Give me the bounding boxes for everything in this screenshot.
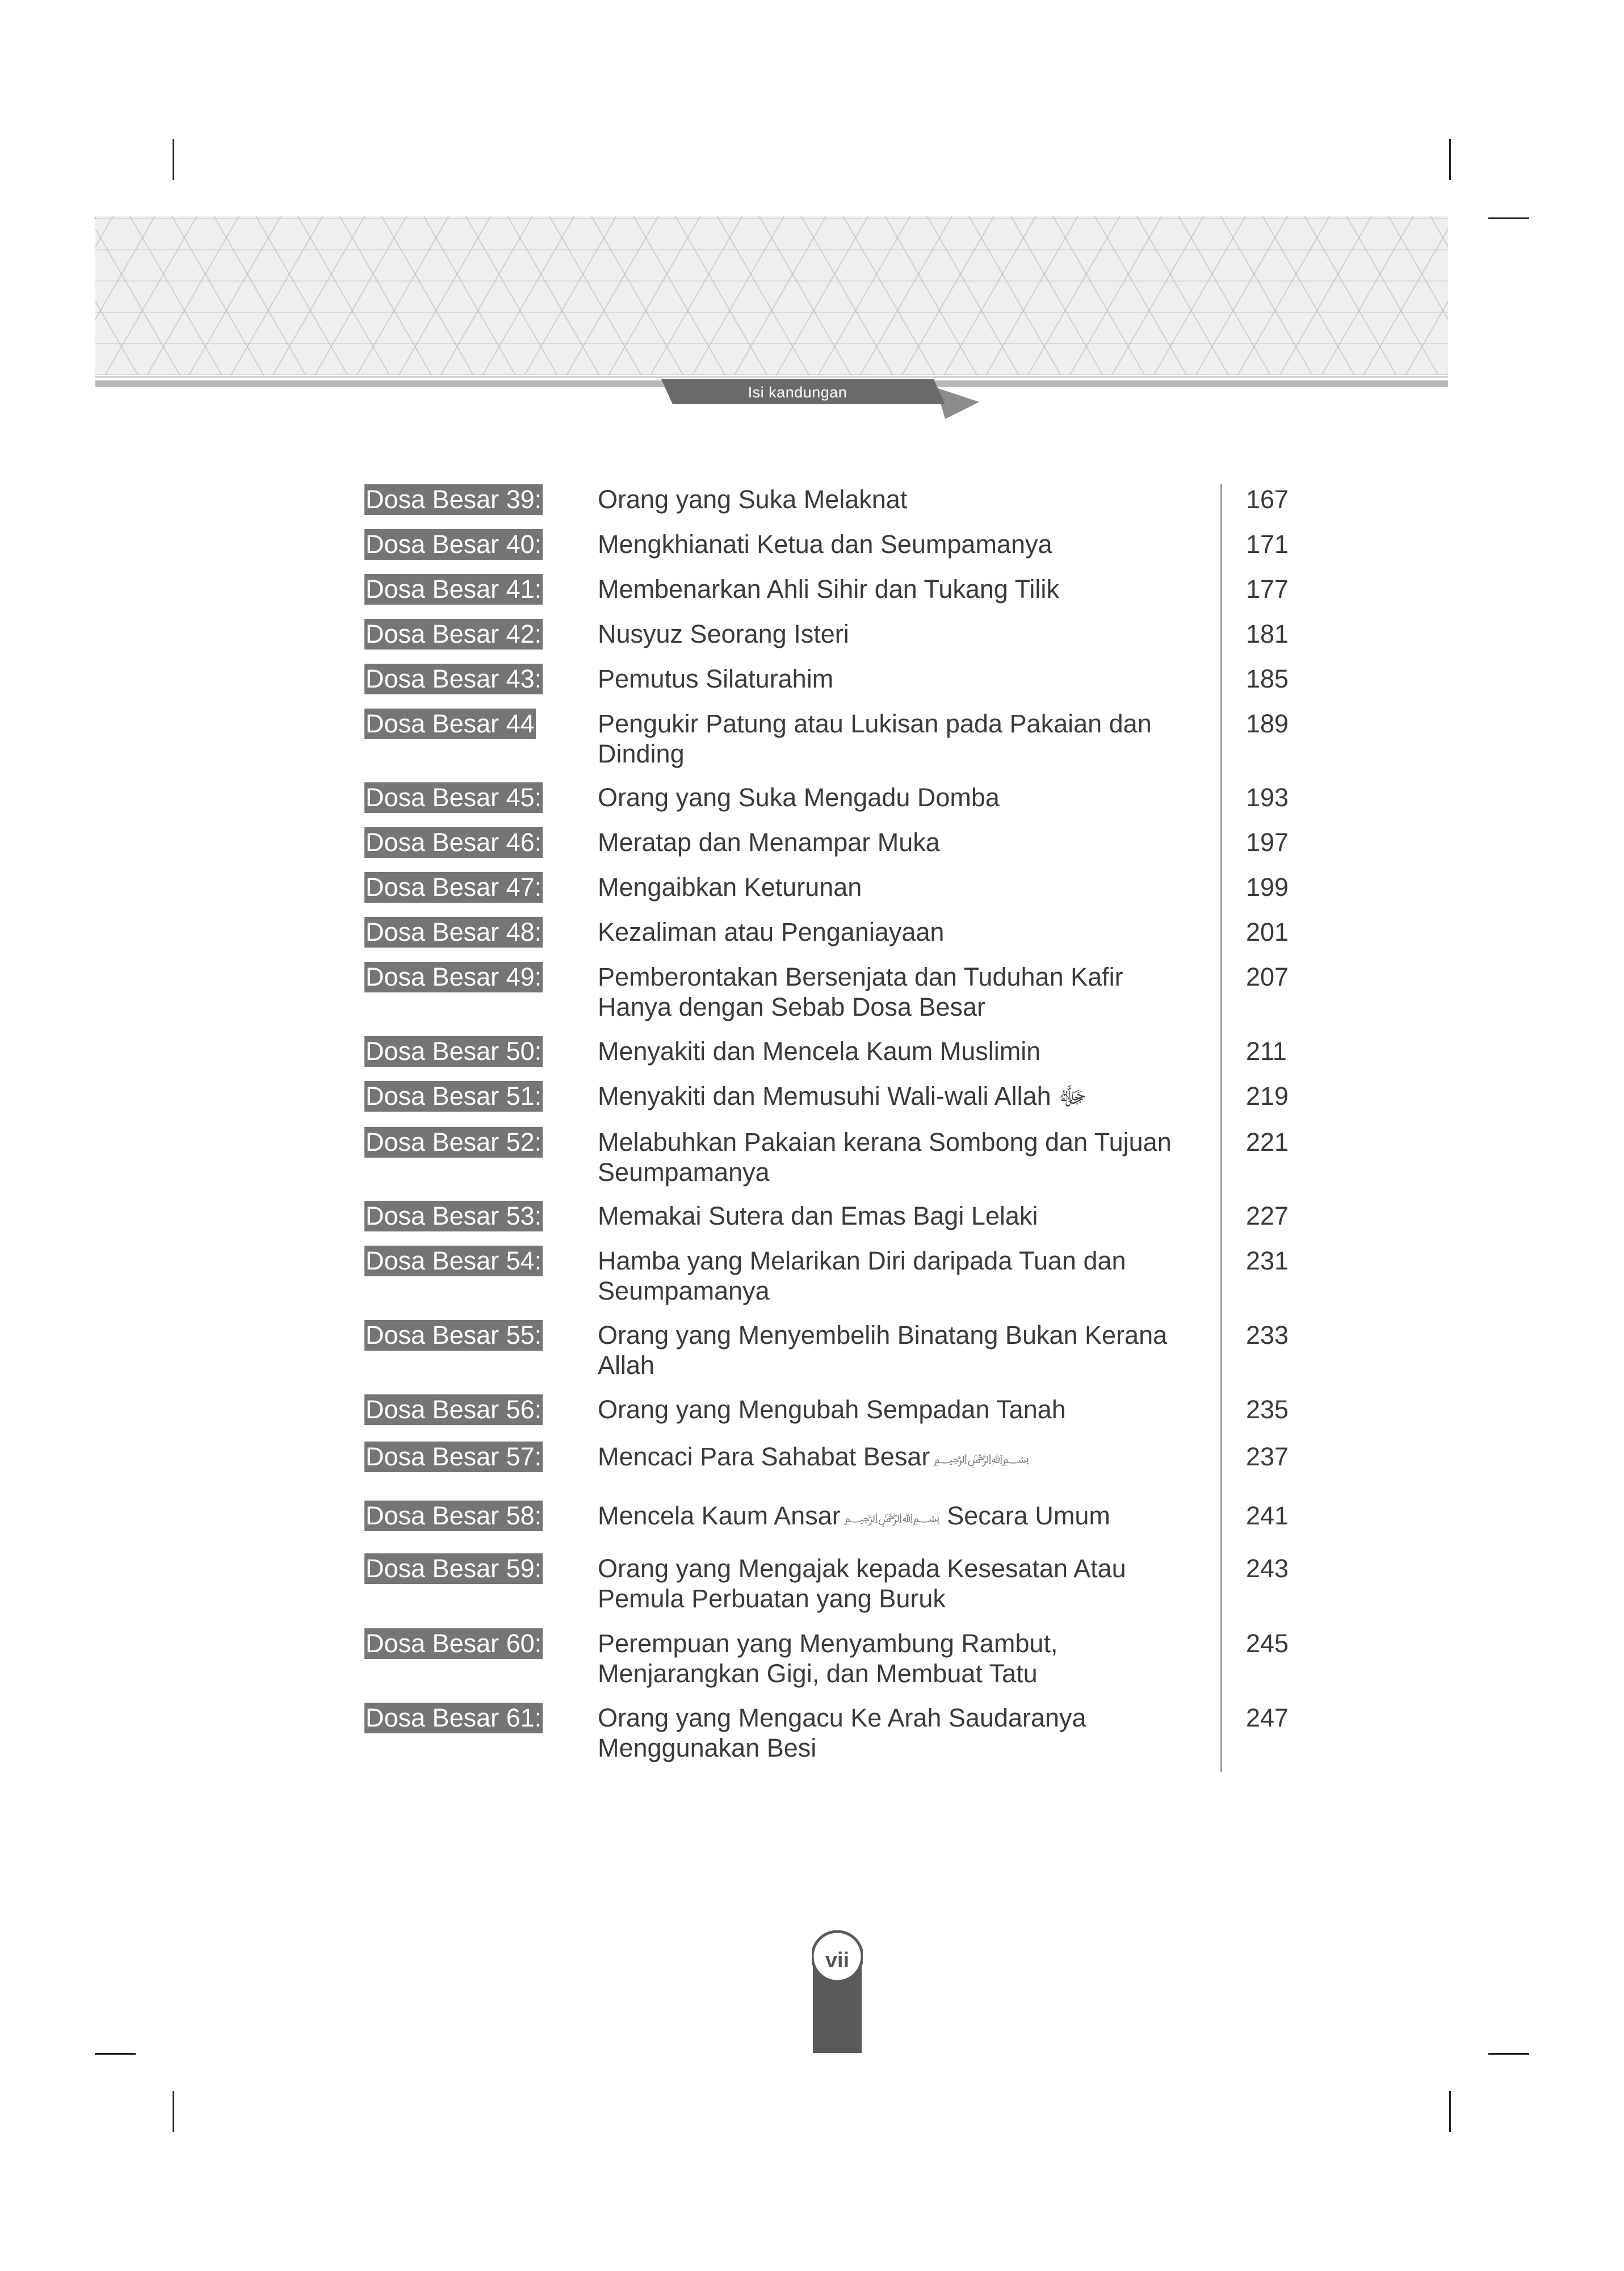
toc-entry-title [598, 1628, 1188, 1688]
toc-entry-page-number: 171 [1246, 530, 1289, 559]
toc-entry-title-text: Mencaci Para Sahabat Besar [598, 1442, 930, 1471]
toc-entry-title [598, 872, 1188, 902]
toc-entry-title-text: Pemberontakan Bersenjata dan Tuduhan Kafir Hanya dengan Sebab Dosa Besar [598, 962, 1123, 1021]
toc-entry-title-text: Membenarkan Ahli Sihir dan Tukang Tilik [598, 575, 1059, 604]
toc-entry-title [598, 917, 1188, 947]
toc-entry-page-number: 193 [1246, 783, 1289, 812]
toc-entry-page-number: 167 [1246, 485, 1289, 514]
toc-entry-number-badge: Dosa Besar 48: [366, 917, 542, 946]
toc-entry-title-text: Orang yang Suka Melaknat [598, 485, 908, 514]
toc-entry-title-text: Menyakiti dan Memusuhi Wali-wali Allah ﷻ [598, 1082, 1087, 1111]
toc-entry-page-number: 245 [1246, 1629, 1289, 1658]
toc-entry-page-number: 221 [1246, 1128, 1289, 1157]
toc-entry-title [598, 1703, 1188, 1763]
toc-entry-title [598, 709, 1188, 769]
toc-entry-page-number: 201 [1246, 917, 1289, 946]
toc-entry-page-number: 199 [1246, 873, 1289, 902]
toc-entry-page-number: 243 [1246, 1554, 1289, 1583]
toc-entry-title [598, 1246, 1188, 1306]
toc-entry-page-number: 219 [1246, 1082, 1289, 1111]
toc-entry-title-text: Meratap dan Menampar Muka [598, 828, 940, 857]
toc-entry-number-badge: Dosa Besar 49: [366, 962, 542, 991]
page-number: vii [825, 1949, 850, 1972]
toc-entry-title-text: Orang yang Mengajak kepada Kesesatan Atau Pemula Perbuatan yang Buruk [598, 1554, 1126, 1613]
toc-entry-page-number: 211 [1246, 1037, 1287, 1066]
toc-entry-page-number: 233 [1246, 1321, 1289, 1350]
honorific-glyph-icon: ﷽ [840, 1510, 940, 1525]
toc-entry-number-badge: Dosa Besar 40: [366, 530, 542, 559]
toc-entry-number-badge: Dosa Besar 61: [366, 1703, 542, 1732]
toc-entry-number-badge: Dosa Besar 45: [366, 783, 542, 812]
toc-entry-page-number: 181 [1246, 619, 1289, 648]
toc-entry-number-badge: Dosa Besar 57: [366, 1442, 542, 1471]
toc-entry-page-number: 189 [1246, 709, 1289, 738]
toc-entry-number-badge: Dosa Besar 58: [366, 1501, 542, 1530]
toc-entry-number-badge: Dosa Besar 43: [366, 664, 542, 693]
toc-entry-title-text: Orang yang Mengacu Ke Arah Saudaranya Menggunakan Besi [598, 1703, 1086, 1762]
toc-entry-title-text: Nusyuz Seorang Isteri [598, 619, 849, 648]
toc-entry-title [598, 1201, 1188, 1231]
toc-entry-title [598, 619, 1188, 649]
toc-entry-title-text: Mengaibkan Keturunan [598, 873, 862, 902]
toc-entry-title [598, 574, 1188, 604]
page-column-divider [1220, 484, 1222, 1772]
toc-entry-title-text: Hamba yang Melarikan Diri daripada Tuan dan Seumpamanya [598, 1246, 1126, 1305]
page-number-tab [812, 1930, 863, 2053]
toc-entry-title [598, 1320, 1188, 1380]
toc-entry-title [598, 1394, 1188, 1424]
toc-entry-title-text: Kezaliman atau Penganiayaan [598, 917, 945, 946]
toc-entry-title-text: Mengkhianati Ketua dan Seumpamanya [598, 530, 1052, 559]
toc-entry-page-number: 235 [1246, 1395, 1289, 1424]
toc-entry-title-text: Pemutus Silaturahim [598, 664, 834, 693]
toc-entry-number-badge: Dosa Besar 47: [366, 873, 542, 902]
toc-entry-number-badge: Dosa Besar 55: [366, 1321, 542, 1350]
toc-entry-title-text: Orang yang Mengubah Sempadan Tanah [598, 1395, 1066, 1424]
toc-entry-title [598, 962, 1188, 1022]
toc-entry-page-number: 197 [1246, 828, 1289, 857]
toc-entry-number-badge: Dosa Besar 41: [366, 575, 542, 604]
toc-entry-title-text: Perempuan yang Menyambung Rambut, Menjarangkan Gigi, dan Membuat Tatu [598, 1629, 1058, 1688]
toc-entry-number-badge: Dosa Besar 44 [366, 709, 535, 738]
toc-entry-title-text: Memakai Sutera dan Emas Bagi Lelaki [598, 1201, 1038, 1230]
toc-entry-number-badge: Dosa Besar 42: [366, 619, 542, 648]
toc-entry-title [598, 1036, 1188, 1066]
toc-entry-title [598, 529, 1188, 559]
toc-entry-title [598, 484, 1188, 514]
toc-entry-page-number: 177 [1246, 575, 1289, 604]
toc-entry-number-badge: Dosa Besar 59: [366, 1554, 542, 1583]
toc-entry-page-number: 241 [1246, 1501, 1289, 1530]
toc-entry-number-badge: Dosa Besar 50: [366, 1037, 542, 1066]
toc-entry-number-badge: Dosa Besar 52: [366, 1128, 542, 1157]
toc-entry-page-number: 207 [1246, 962, 1289, 991]
toc-entry-page-number: 237 [1246, 1442, 1289, 1471]
toc-entry-page-number: 185 [1246, 664, 1289, 693]
toc-entry-title-text: Menyakiti dan Mencela Kaum Muslimin [598, 1037, 1041, 1066]
toc-entry-title [598, 827, 1188, 857]
toc-entry-title [598, 664, 1188, 694]
toc-entry-number-badge: Dosa Besar 46: [366, 828, 542, 857]
toc-entry-title-text: Mencela Kaum Ansar [598, 1501, 841, 1530]
toc-entry-title [598, 1081, 1188, 1111]
toc-entry-title [598, 1501, 1188, 1533]
toc-entry-title [598, 1442, 1188, 1474]
toc-entry-number-badge: Dosa Besar 60: [366, 1629, 542, 1658]
toc-entry-title-text: Melabuhkan Pakaian kerana Sombong dan Tujuan Seumpamanya [598, 1128, 1172, 1187]
section-label: Isi kandungan [748, 384, 847, 401]
toc-entry-title-text: Secara Umum [947, 1501, 1110, 1530]
toc-entry-title-text: Pengukir Patung atau Lukisan pada Pakaian dan Dinding [598, 709, 1152, 768]
toc-entry-number-badge: Dosa Besar 39: [366, 485, 542, 514]
toc-entry-page-number: 231 [1246, 1246, 1289, 1275]
toc-entry-page-number: 227 [1246, 1201, 1289, 1230]
toc-entry-title-text: Orang yang Suka Mengadu Domba [598, 783, 1000, 812]
toc-entry-number-badge: Dosa Besar 53: [366, 1201, 542, 1230]
toc-entry-title [598, 1553, 1188, 1614]
toc-entry-number-badge: Dosa Besar 51: [366, 1082, 542, 1111]
toc-entry-number-badge: Dosa Besar 54: [366, 1246, 542, 1275]
toc-entry-title-text: Orang yang Menyembelih Binatang Bukan Kerana Allah [598, 1321, 1168, 1380]
toc-entry-number-badge: Dosa Besar 56: [366, 1395, 542, 1424]
toc-entry-title [598, 782, 1188, 812]
honorific-glyph-icon: ﷽ [930, 1451, 1030, 1466]
toc-entry-title [598, 1127, 1188, 1187]
toc-entry-page-number: 247 [1246, 1703, 1289, 1732]
